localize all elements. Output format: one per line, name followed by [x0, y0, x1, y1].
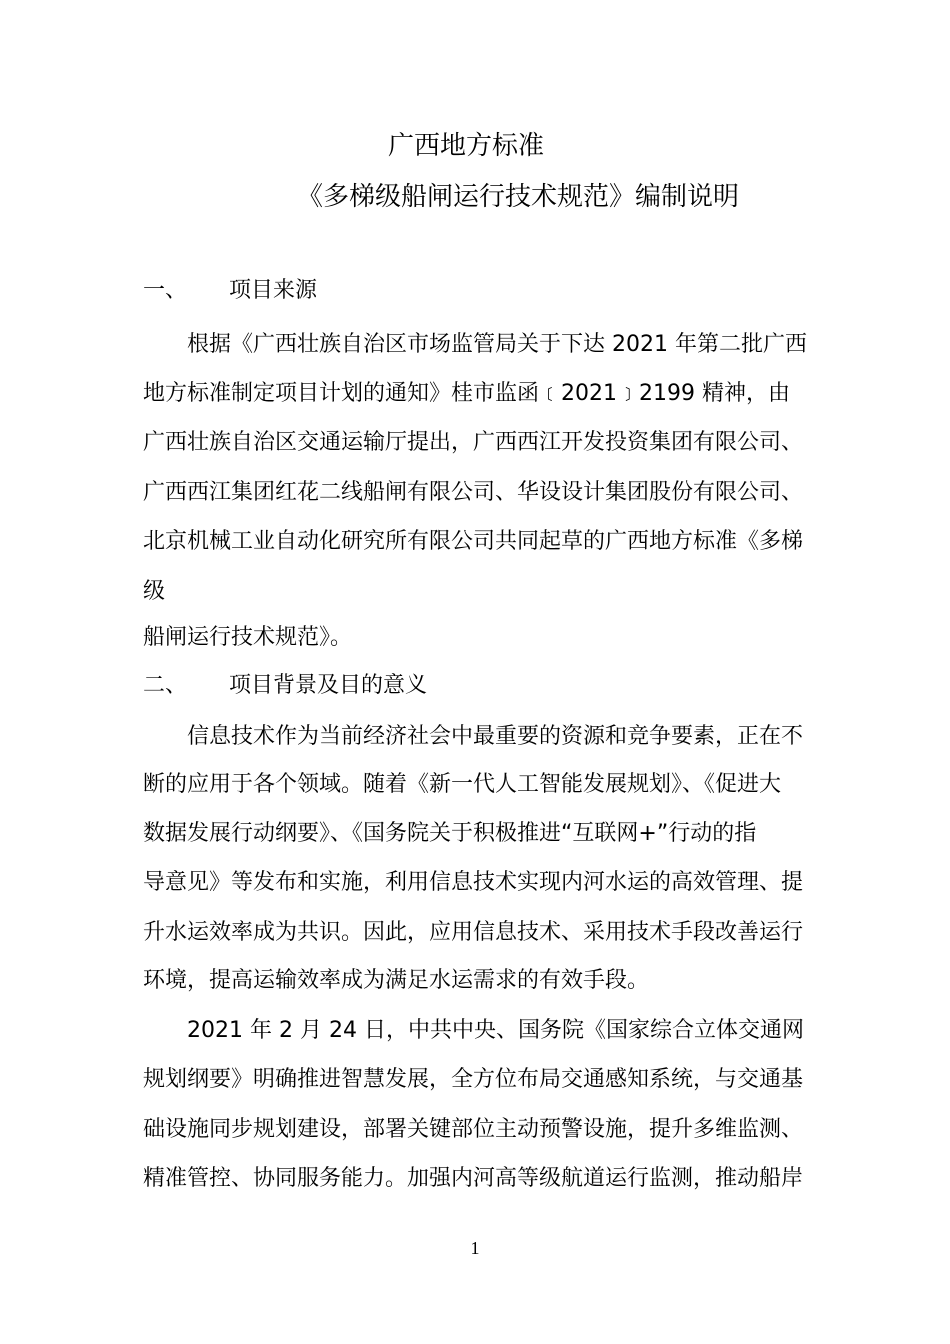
section-title: 项目背景及目的意义: [229, 673, 428, 698]
title-line-1: 广西地方标准: [388, 131, 545, 161]
section-number: 二、: [143, 673, 188, 698]
paragraph-line: 地方标准制定项目计划的通知》桂市监函﹝2021﹞2199 精神，由: [143, 381, 790, 406]
paragraph-line: 精准管控、协同服务能力。加强内河高等级航道运行监测，推动船岸: [143, 1166, 804, 1191]
paragraph-line: 导意见》等发布和实施，利用信息技术实现内河水运的高效管理、提: [143, 870, 804, 895]
paragraph-line: 础设施同步规划建设，部署关键部位主动预警设施，提升多维监测、: [143, 1117, 804, 1142]
paragraph-line: 根据《广西壮族自治区市场监管局关于下达 2021 年第二批广西: [187, 332, 807, 357]
paragraph-line: 北京机械工业自动化研究所有限公司共同起草的广西地方标准《多梯: [143, 529, 804, 554]
paragraph-line: 数据发展行动纲要》、《国务院关于积极推进“互联网+”行动的指: [143, 821, 757, 846]
section-1-heading: [143, 276, 317, 306]
paragraph-line: 环境，提高运输效率成为满足水运需求的有效手段。: [143, 968, 650, 993]
paragraph-line: 级: [143, 579, 166, 604]
paragraph-line: 升水运效率成为共识。因此，应用信息技术、采用技术手段改善运行: [143, 920, 804, 945]
section-number: 一、: [143, 278, 188, 303]
section-2-heading: [143, 671, 427, 701]
title-line-2: 《多梯级船闸运行技术规范》编制说明: [297, 182, 740, 212]
paragraph-line: 船闸运行技术规范》。: [143, 625, 353, 650]
paragraph-line: 2021 年 2 月 24 日，中共中央、国务院《国家综合立体交通网: [187, 1018, 804, 1043]
page-number: 1: [470, 1238, 480, 1258]
paragraph-line: 断的应用于各个领域。随着《新一代人工智能发展规划》、《促进大: [143, 772, 782, 797]
section-title: 项目来源: [229, 278, 318, 303]
paragraph-line: 广西西江集团红花二线船闸有限公司、华设设计集团股份有限公司、: [143, 480, 804, 505]
paragraph-line: 规划纲要》明确推进智慧发展，全方位布局交通感知系统，与交通基: [143, 1067, 804, 1092]
paragraph-line: 信息技术作为当前经济社会中最重要的资源和竞争要素，正在不: [187, 724, 804, 749]
paragraph-line: 广西壮族自治区交通运输厅提出，广西西江开发投资集团有限公司、: [143, 430, 804, 455]
